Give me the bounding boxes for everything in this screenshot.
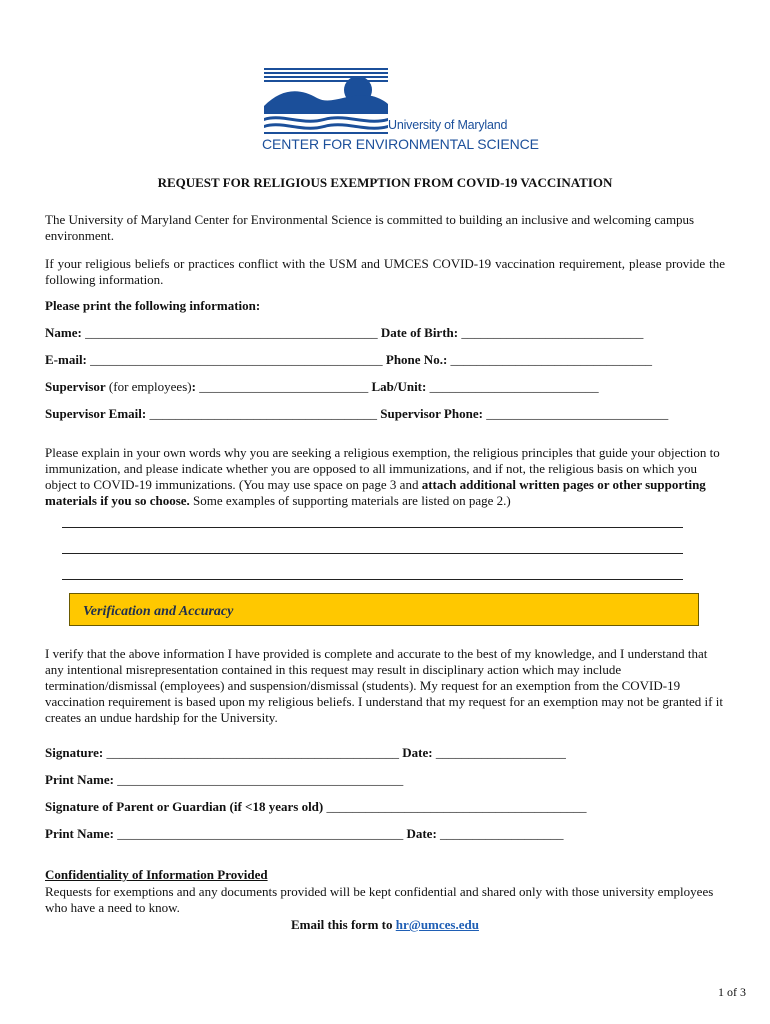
name-field[interactable]: _____________________________________________ [85, 325, 378, 340]
email-phone-row [45, 352, 652, 368]
lab-label: Lab/Unit: [371, 379, 427, 394]
supervisor-phone-field[interactable]: ____________________________ [486, 406, 669, 421]
intro-paragraph: The University of Maryland Center for Environmental Science is committed to building an inclusive and welcoming campus environment. [45, 212, 695, 243]
conflict-paragraph: If your religious beliefs or practices conflict with the USM and UMCES COVID-19 vaccination requirement, please provide the following information. [45, 256, 725, 287]
email-instruction [0, 917, 770, 933]
date-2-label: Date: [406, 826, 437, 841]
logo-university-text: University of Maryland [388, 118, 508, 132]
signature-field[interactable]: _____________________________________________ [106, 745, 400, 760]
name-dob-row [45, 325, 643, 341]
page-title: REQUEST FOR RELIGIOUS EXEMPTION FROM COVID-19 VACCINATION [157, 175, 613, 190]
signature-row [45, 745, 566, 761]
page-number: 1 of 3 [718, 985, 746, 999]
signature-label: Signature: [45, 745, 104, 760]
supervisor-field[interactable]: __________________________ [199, 379, 369, 394]
explanation-line-2[interactable] [62, 553, 683, 554]
verification-banner-label: Verification and Accuracy [83, 604, 234, 619]
print-name-2-label: Print Name: [45, 826, 114, 841]
confidentiality-heading: Confidentiality of Information Provided [45, 867, 268, 882]
explanation-line-3[interactable] [62, 579, 683, 580]
confidentiality-text: Requests for exemptions and any documents provided will be kept confidential and shared only with those university employees who have a need to know. [45, 884, 714, 915]
print-info-heading: Please print the following information: [45, 298, 261, 313]
date-label: Date: [402, 745, 433, 760]
supervisor-phone-label: Supervisor Phone: [380, 406, 483, 421]
verification-paragraph: I verify that the above information I have provided is complete and accurate to the best of my knowledge, and I understand that any intentional misrepresentation contained in this request may result in disciplinary action which may include termination/dismissal (employees) and suspension/dismissal (students). My request for an exemption from the COVID-19 vaccination requirement is based upon my religious beliefs. I understand that my request for an exemption may not be granted if it creates an undue hardship for the University. [45, 646, 723, 725]
explanation-bold-text: attach additional written pages or other supporting materials if you so choose. [45, 477, 706, 508]
explanation-text: Please explain in your own words why you are seeking a religious exemption, the religious principles that guide your objection to immunization, and please indicate whether you are opposed to all immunizations, and if not, the religious basis on which you object to COVID-19 immunizations. (You may use space on page 3 and [45, 445, 720, 492]
email-field[interactable]: _____________________________________________ [90, 352, 383, 367]
parent-signature-field[interactable]: ________________________________________ [326, 799, 587, 814]
date-2-field[interactable]: ___________________ [440, 826, 564, 841]
print-name-row [45, 772, 403, 788]
lab-field[interactable]: __________________________ [429, 379, 599, 394]
supervisor-note: (for employees) [108, 379, 192, 394]
supervisor-email-field[interactable]: ___________________________________ [149, 406, 377, 421]
explanation-line-1[interactable] [62, 527, 683, 528]
logo-center-text: CENTER FOR ENVIRONMENTAL SCIENCE [262, 136, 539, 152]
dob-label: Date of Birth: [380, 325, 459, 340]
supervisor-lab-row [45, 379, 599, 395]
explanation-paragraph [45, 445, 725, 509]
date-field[interactable]: ____________________ [435, 745, 566, 760]
phone-field[interactable]: _______________________________ [450, 352, 653, 367]
print-name-2-field[interactable]: ____________________________________________ [117, 826, 404, 841]
print-name-field[interactable]: ____________________________________________ [117, 772, 404, 787]
email-instruction-label: Email this form to [291, 917, 396, 932]
supervisor-colon: : [191, 379, 196, 394]
print-name-label: Print Name: [45, 772, 114, 787]
print-name-2-row [45, 826, 564, 842]
supervisor-contact-row [45, 406, 668, 422]
supervisor-label: Supervisor [45, 379, 106, 394]
dob-field[interactable]: ____________________________ [461, 325, 644, 340]
phone-label: Phone No.: [385, 352, 448, 367]
parent-signature-row [45, 799, 587, 815]
explanation-text-end: Some examples of supporting materials are listed on page 2.) [189, 493, 511, 508]
hr-email-link[interactable]: hr@umces.edu [395, 917, 479, 932]
email-label: E-mail: [45, 352, 87, 367]
supervisor-email-label: Supervisor Email: [45, 406, 147, 421]
parent-signature-label: Signature of Parent or Guardian (if <18 years old) [45, 799, 324, 814]
name-label: Name: [45, 325, 82, 340]
